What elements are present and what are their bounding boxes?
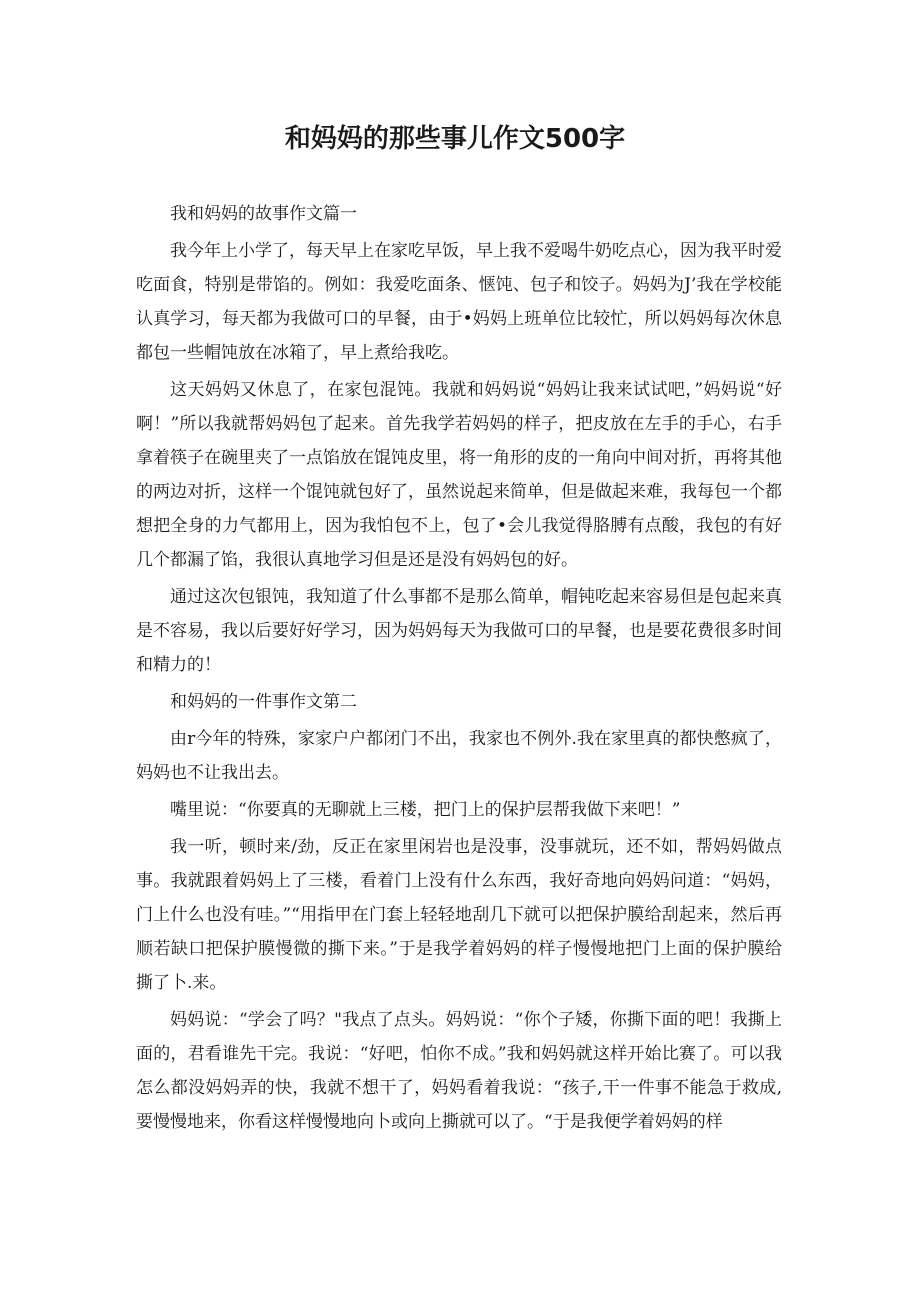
paragraph-3: 通过这次包银饨，我知道了什么事都不是那么简单，帽钝吃起来容易但是包起来真是不容易，我以后要好好学习，因为妈妈每天为我做可口的早餐，也是要花费很多时间和精力的！ [136, 587, 782, 675]
paragraph-1: 我今年上小学了，每天早上在家吃早饭，早上我不爱喝牛奶吃点心，因为我平时爱吃面食，特别是带馅的。例如：我爱吃面条、惬饨、包子和饺子。妈妈为J’我在学校能认真学习，每天都为我做可口的早餐，由于•妈妈上班单位比较忙，所以妈妈每次休息都包一些帽饨放在冰箱了，早上煮给我吃。 [136, 241, 782, 363]
document-body [136, 197, 782, 1142]
paragraph-7: 妈妈说：“学会了吗？"我点了点头。妈妈说：“你个子矮，你撕下面的吧！我撕上面的，君看谁先干完。我说：“好吧，怕你不成。”我和妈妈就这样开始比赛了。可以我怎么都没妈妈弄的快，我就不想干了，妈妈看着我说：“孩子,干一件事不能急于救成,要慢慢地来，你看这样慢慢地向卜或向上撕就可以了。“于是我便学着妈妈的样 [136, 1010, 782, 1132]
paragraph-2: 这天妈妈又休息了，在家包混饨。我就和妈妈说“妈妈让我来试试吧，”妈妈说“好啊！”所以我就帮妈妈包了起来。首先我学若妈妈的样子，把皮放在左手的手心，右手拿着筷子在碗里夹了一点馅放在馄饨皮里，将一角形的皮的一角向中间对折，再将其他的两边对折，这样一个馄饨就包好了，虽然说起来简单，但是做起来难，我每包一个都想把全身的力气都用上，因为我怕包不上，包了•会儿我觉得胳膊有点酸，我包的有好几个都漏了馅，我很认真地学习但是还是没有妈妈包的好。 [136, 380, 782, 570]
paragraph-6: 我一听，顿时来/劲，反正在家里闲岩也是没事，没事就玩，还不如，帮妈妈做点事。我就跟着妈妈上了三楼，看着门上没有什么东西，我好奇地向妈妈问道：“妈妈，门上什么也没有哇。”“用指甲在门套上轻轻地刮几下就可以把保护膜给刮起来，然后再顺若缺口把保护膜慢微的撕下来。”于是我学着妈妈的样子慢慢地把门上面的保护膜给撕了卜.来。 [136, 837, 782, 993]
section-heading-2: 和妈妈的一件事作文第二 [170, 692, 357, 712]
paragraph-4: 由r今年的特殊，家家户户都闭门不出，我家也不例外.我在家里真的都快憋疯了，妈妈也不让我出去。 [136, 729, 782, 783]
section-heading-1: 我和妈妈的故事作文篇一 [170, 204, 357, 224]
document-title: 和妈妈的那些事儿作文500字 [284, 124, 626, 154]
paragraph-5: 嘴里说：“你要真的无聊就上三楼，把门上的保护层帮我做下来吧！” [170, 800, 681, 820]
